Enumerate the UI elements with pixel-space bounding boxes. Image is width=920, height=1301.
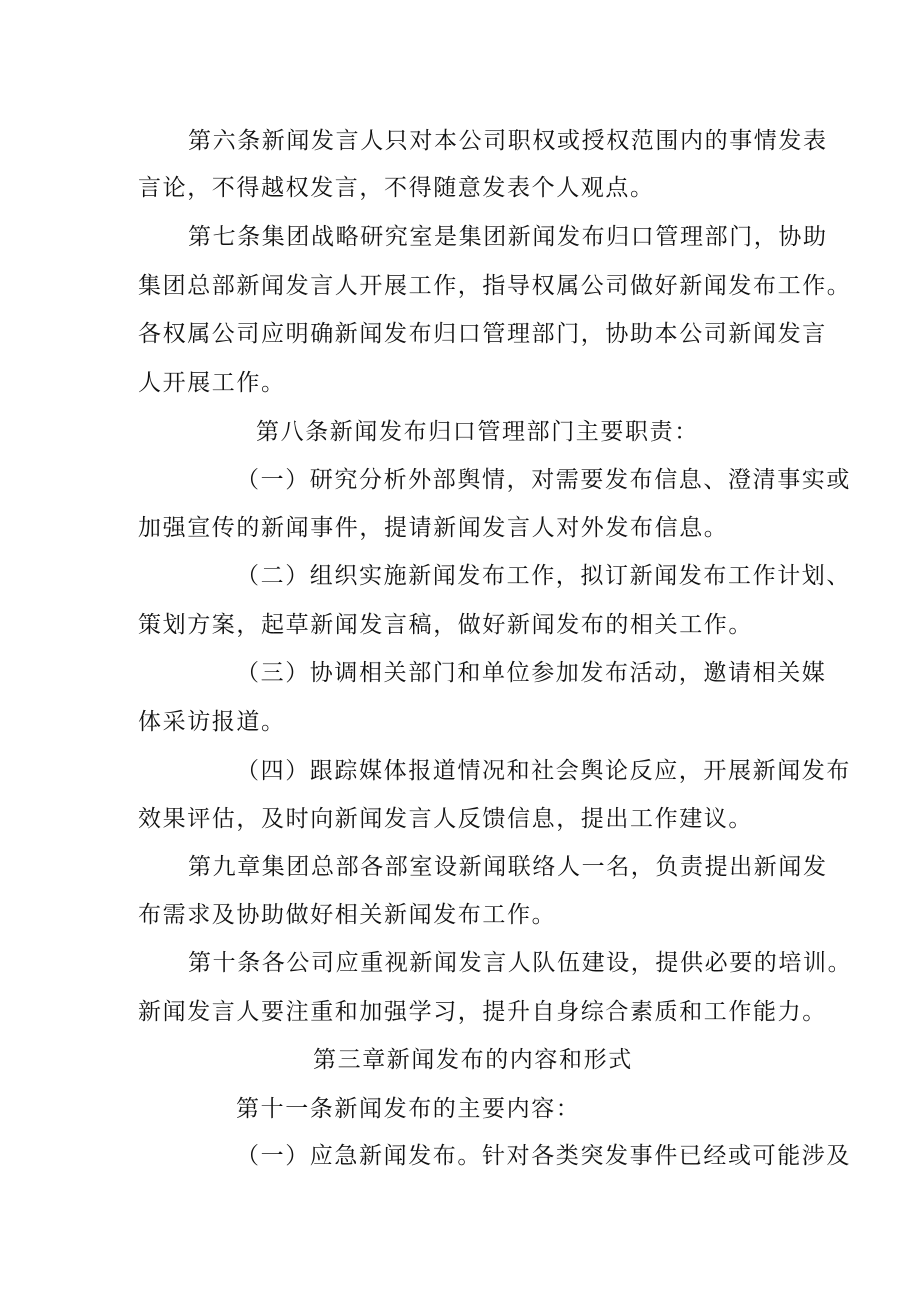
article-7-line-1: 第七条集团战略研究室是集团新闻发布归口管理部门，协助 — [188, 224, 828, 250]
article-8-item-3-line-2: 体采访报道。 — [138, 709, 286, 735]
article-8-item-4-line-1: （四）跟踪媒体报道情况和社会舆论反应，开展新闻发布 — [236, 758, 851, 784]
article-10-line-2: 新闻发言人要注重和加强学习，提升自身综合素质和工作能力。 — [138, 999, 827, 1025]
article-9-line-2: 布需求及协助做好相关新闻发布工作。 — [138, 902, 557, 928]
article-8-item-2-line-1: （二）组织实施新闻发布工作，拟订新闻发布工作计划、 — [236, 563, 851, 589]
article-6-line-1: 第六条新闻发言人只对本公司职权或授权范围内的事情发表 — [188, 128, 828, 154]
article-8-item-2-line-2: 策划方案，起草新闻发言稿，做好新闻发布的相关工作。 — [138, 612, 753, 638]
article-11-item-1-line-1: （一）应急新闻发布。针对各类突发事件已经或可能涉及 — [236, 1143, 851, 1169]
chapter-3-heading: 第三章新闻发布的内容和形式 — [313, 1047, 633, 1073]
article-9-line-1: 第九章集团总部各部室设新闻联络人一名，负责提出新闻发 — [188, 854, 828, 880]
article-7-line-4: 人开展工作。 — [138, 370, 286, 396]
article-6-line-2: 言论，不得越权发言，不得随意发表个人观点。 — [138, 175, 655, 201]
article-7-line-3: 各权属公司应明确新闻发布归口管理部门，协助本公司新闻发言 — [138, 321, 827, 347]
article-8-item-1-line-1: （一）研究分析外部舆情，对需要发布信息、澄清事实或 — [236, 467, 851, 493]
article-8-item-4-line-2: 效果评估，及时向新闻发言人反馈信息，提出工作建议。 — [138, 806, 753, 832]
article-8-heading: 第八条新闻发布归口管理部门主要职责： — [256, 419, 699, 445]
article-11-heading: 第十一条新闻发布的主要内容： — [236, 1096, 581, 1122]
article-8-item-3-line-1: （三）协调相关部门和单位参加发布活动，邀请相关媒 — [236, 660, 827, 686]
article-7-line-2: 集团总部新闻发言人开展工作，指导权属公司做好新闻发布工作。 — [138, 273, 852, 299]
article-10-line-1: 第十条各公司应重视新闻发言人队伍建设，提供必要的培训。 — [188, 950, 853, 976]
article-8-item-1-line-2: 加强宣传的新闻事件，提请新闻发言人对外发布信息。 — [138, 515, 729, 541]
